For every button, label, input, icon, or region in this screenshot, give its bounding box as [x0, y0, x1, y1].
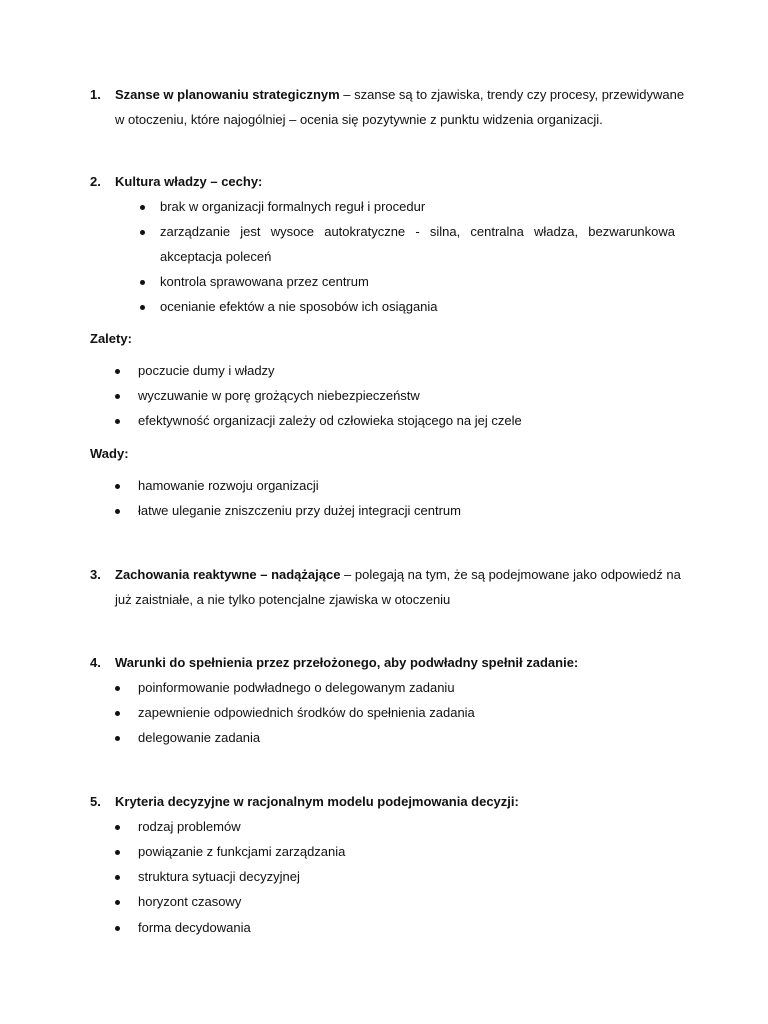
bullet-text: rodzaj problemów — [138, 819, 241, 834]
bullet-text: powiązanie z funkcjami zarządzania — [138, 844, 346, 859]
bullet-dot — [115, 509, 120, 514]
item-text: już zaistniałe, a nie tylko potencjalne zjawiska w otoczeniu — [115, 592, 451, 607]
item-title: Zachowania reaktywne – nadążające — [115, 567, 341, 582]
bullet-text: łatwe uleganie zniszczeniu przy dużej integracji centrum — [138, 503, 461, 518]
bullet-text: zarządzanie jest wysoce autokratyczne - silna, centralna władza, bezwarunkowa — [160, 224, 675, 239]
bullet-text: delegowanie zadania — [138, 730, 261, 745]
item-number: 5. — [90, 794, 101, 809]
bullet-dot — [115, 394, 120, 399]
item-text: – polegają na tym, że są podejmowane jako odpowiedź na — [340, 567, 681, 582]
item-3-line-1 — [115, 566, 681, 584]
zalety-heading: Zalety: — [90, 331, 132, 346]
item-title: Kryteria decyzyjne w racjonalnym modelu podejmowania decyzji: — [115, 794, 519, 809]
bullet-dot — [115, 825, 120, 830]
item-number: 2. — [90, 174, 101, 189]
bullet-text: poinformowanie podwładnego o delegowanym zadaniu — [138, 680, 455, 695]
bullet-text: wyczuwanie w porę grożących niebezpieczeństw — [138, 388, 420, 403]
bullet-dot — [140, 205, 145, 210]
bullet-dot — [115, 484, 120, 489]
bullet-text: efektywność organizacji zależy od człowieka stojącego na jej czele — [138, 413, 522, 428]
item-title: Warunki do spełnienia przez przełożonego, aby podwładny spełnił zadanie: — [115, 655, 579, 670]
bullet-text: ocenianie efektów a nie sposobów ich osiągania — [160, 299, 438, 314]
item-title: Szanse w planowaniu strategicznym — [115, 87, 340, 102]
item-text: w otoczeniu, które najogólniej – ocenia się pozytywnie z punktu widzenia organizacji. — [115, 112, 603, 127]
bullet-text: poczucie dumy i władzy — [138, 363, 275, 378]
bullet-dot — [115, 711, 120, 716]
bullet-dot — [115, 369, 120, 374]
bullet-text: struktura sytuacji decyzyjnej — [138, 869, 300, 884]
bullet-text: horyzont czasowy — [138, 894, 242, 909]
bullet-dot — [115, 900, 120, 905]
bullet-dot — [115, 875, 120, 880]
wady-heading: Wady: — [90, 446, 129, 461]
bullet-text-continued: akceptacja poleceń — [160, 249, 272, 264]
item-1-line-1 — [115, 86, 685, 104]
bullet-dot — [115, 926, 120, 931]
bullet-dot — [140, 230, 145, 235]
bullet-text: forma decydowania — [138, 920, 251, 935]
item-number: 4. — [90, 655, 101, 670]
bullet-text: kontrola sprawowana przez centrum — [160, 274, 369, 289]
item-title: Kultura władzy – cechy: — [115, 174, 263, 189]
bullet-text: zapewnienie odpowiednich środków do spełnienia zadania — [138, 705, 475, 720]
bullet-dot — [140, 280, 145, 285]
item-text: – szanse są to zjawiska, trendy czy procesy, przewidywane — [339, 87, 685, 102]
item-number: 1. — [90, 87, 101, 102]
bullet-dot — [115, 736, 120, 741]
bullet-text: hamowanie rozwoju organizacji — [138, 478, 319, 493]
bullet-dot — [140, 305, 145, 310]
bullet-dot — [115, 850, 120, 855]
item-number: 3. — [90, 567, 101, 582]
bullet-dot — [115, 686, 120, 691]
bullet-dot — [115, 419, 120, 424]
bullet-text: brak w organizacji formalnych reguł i procedur — [160, 199, 426, 214]
